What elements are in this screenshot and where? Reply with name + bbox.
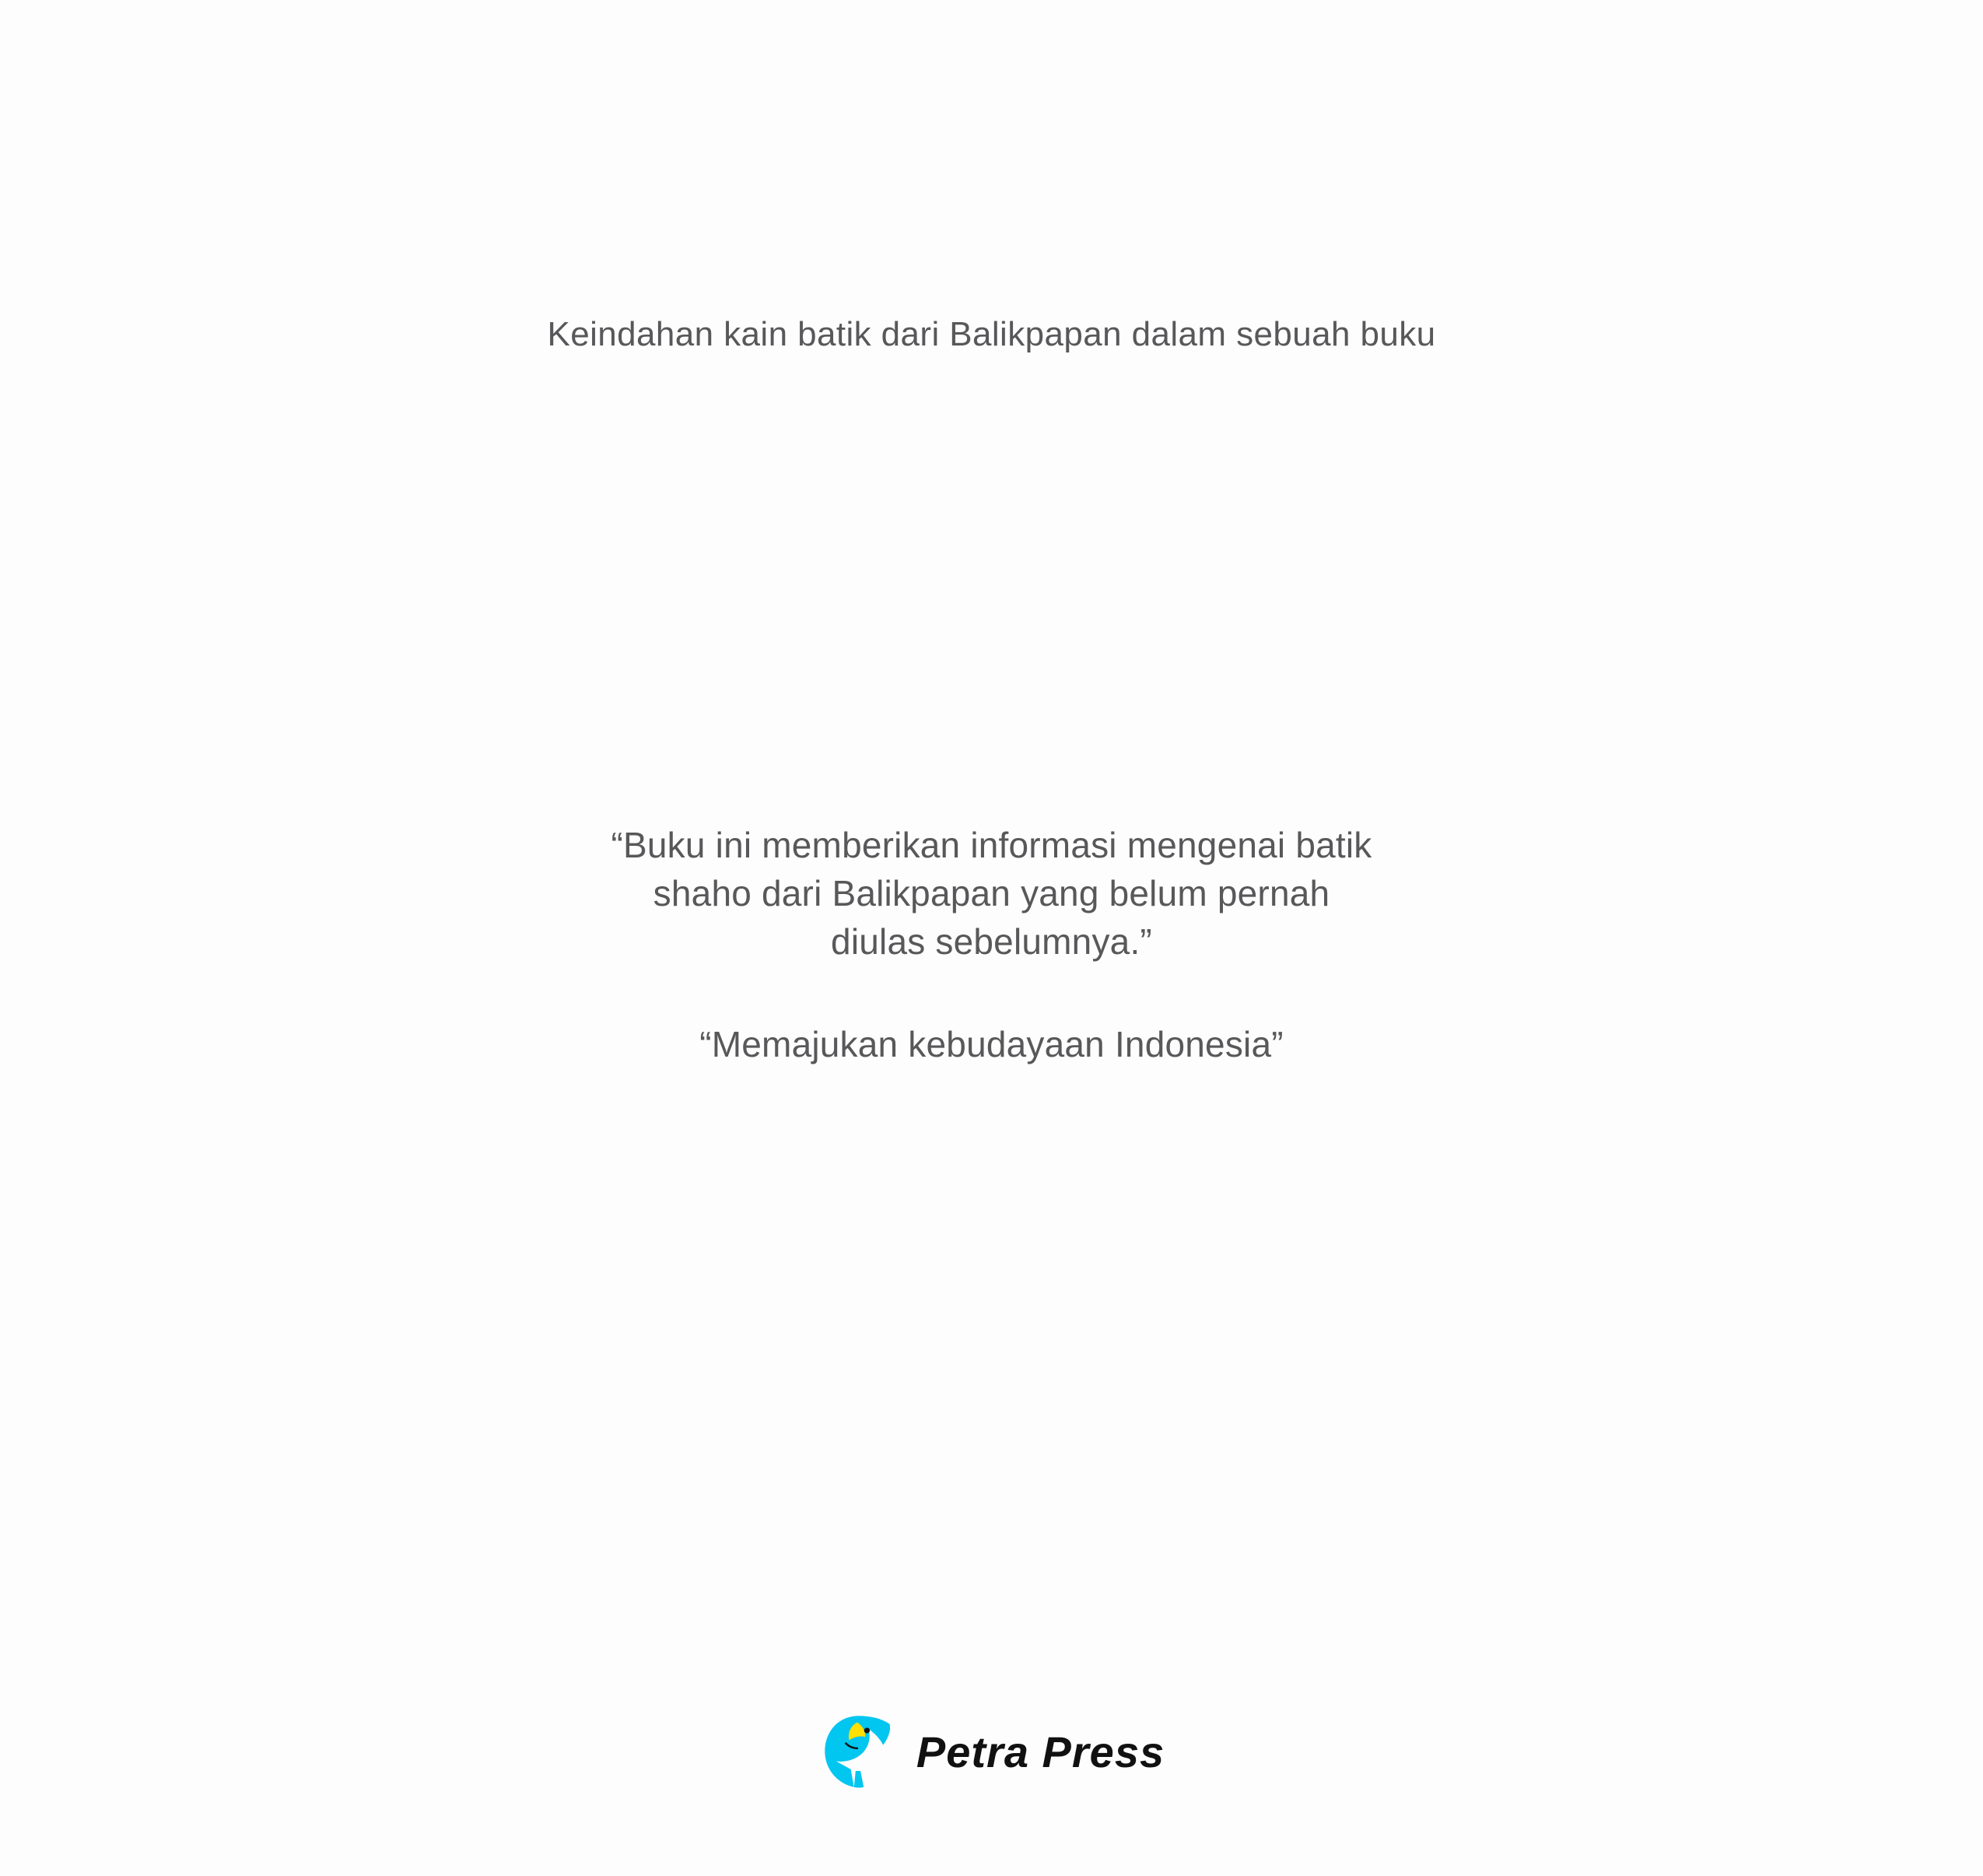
publisher-logo [0,1711,1983,1792]
parrot-bird-icon [818,1711,899,1792]
tagline-text: Keindahan kain batik dari Balikpapan dalam sebuah buku [547,315,1436,353]
primary-quote-line-2: shaho dari Balikpapan yang belum pernah [653,873,1330,914]
primary-quote [556,821,1428,966]
publisher-name: Petra Press [916,1727,1165,1776]
quote-block [0,821,1983,1065]
primary-quote-line-3: diulas sebelumnya.” [831,921,1152,963]
secondary-quote: “Memajukan kebudayaan Indonesia” [699,1024,1284,1065]
primary-quote-line-1: “Buku ini memberikan informasi mengenai batik [611,825,1372,865]
